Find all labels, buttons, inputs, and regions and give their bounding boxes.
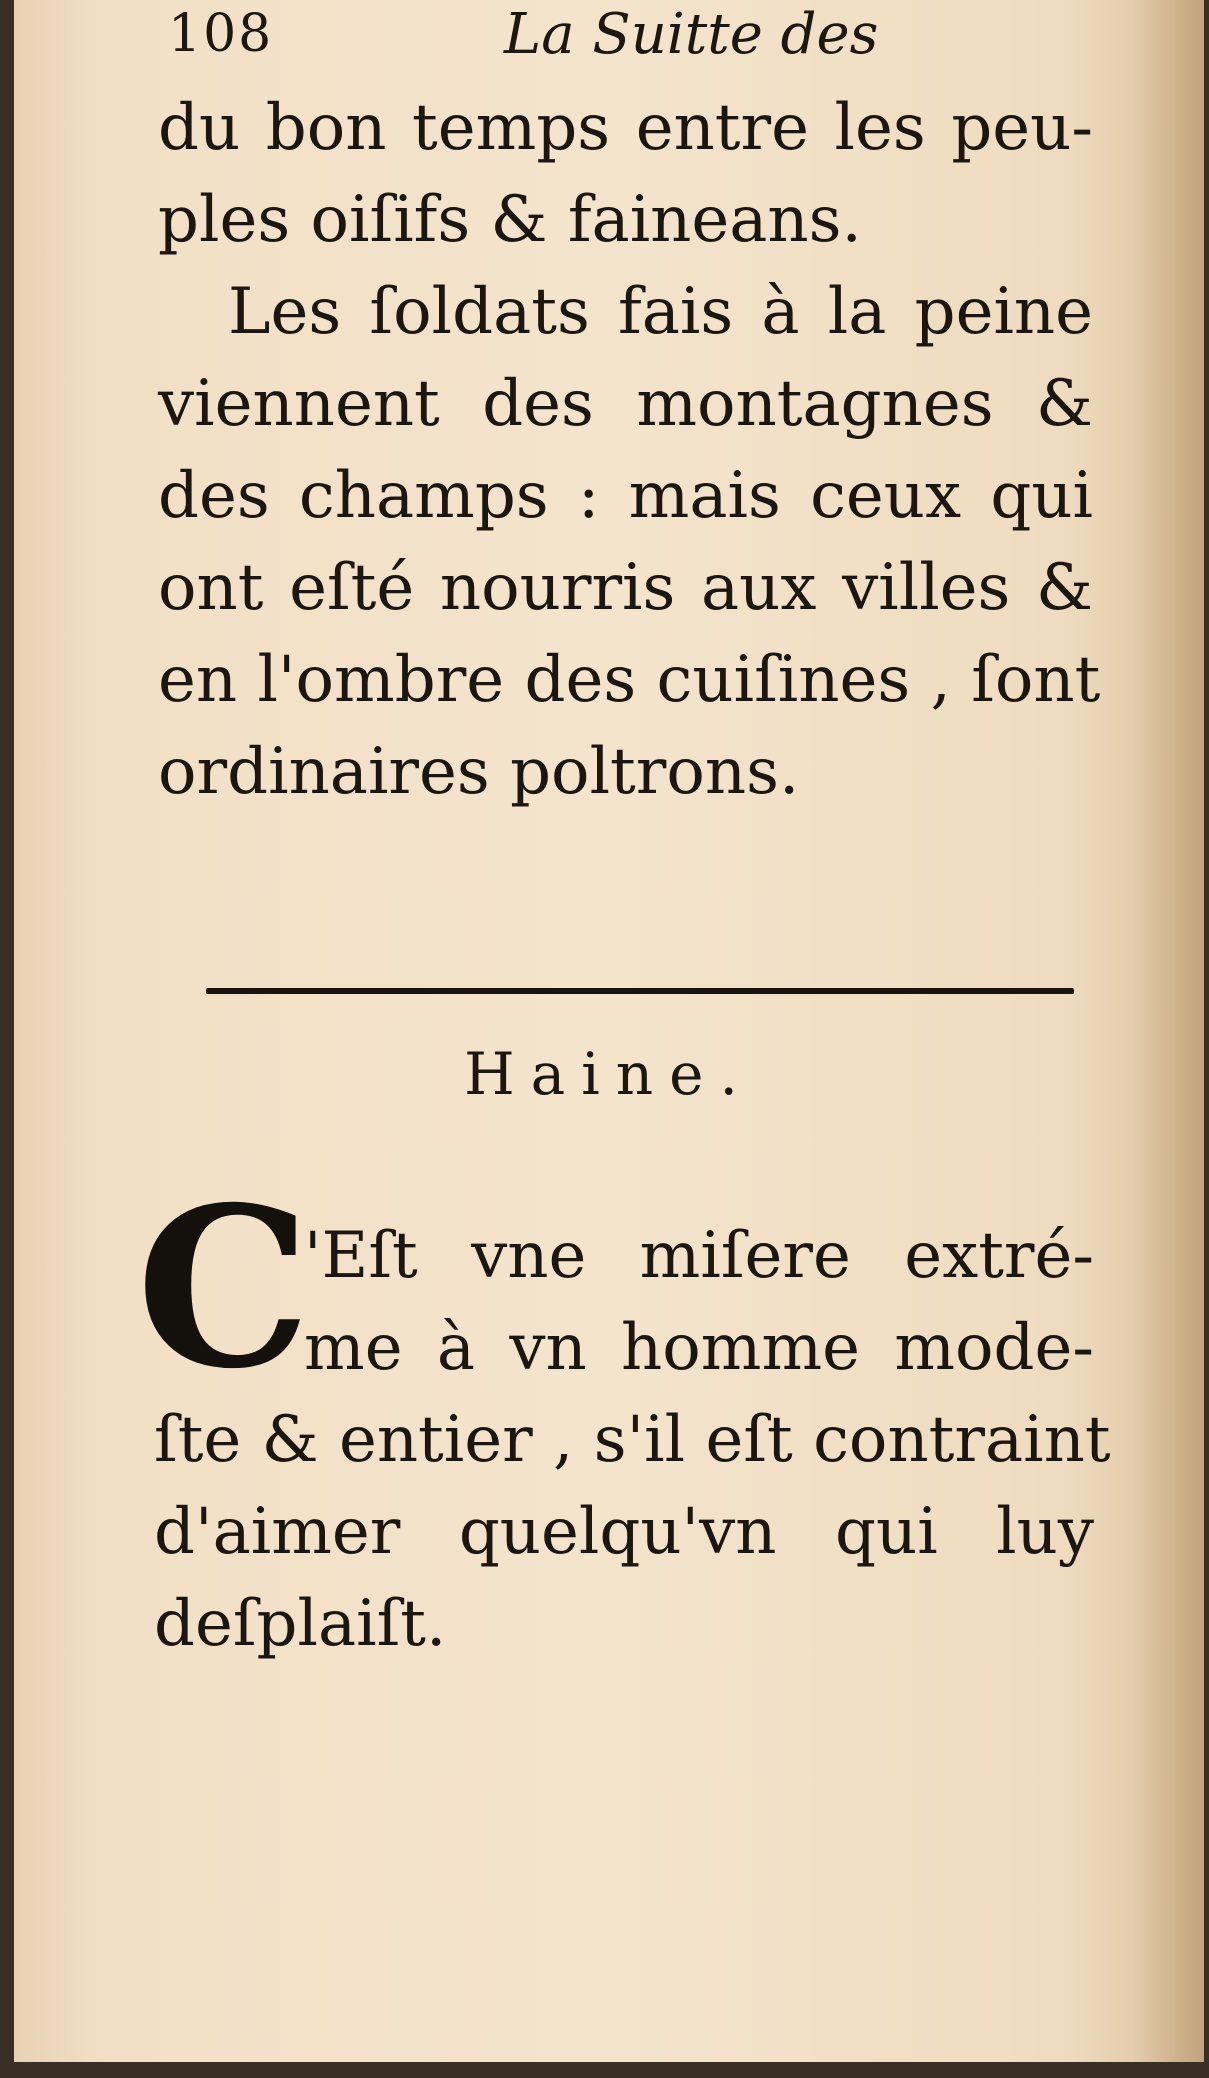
section-title: Haine. bbox=[464, 1040, 754, 1108]
paragraph-1 bbox=[158, 82, 1101, 818]
text-line: ordinaires poltrons. bbox=[158, 735, 800, 809]
text-line: ſte & entier , s'il eſt contraint bbox=[154, 1403, 1111, 1477]
text-line: viennent des montagnes & bbox=[158, 367, 1093, 441]
page-edge-shadow bbox=[1134, 0, 1204, 2062]
page-header bbox=[154, 4, 1104, 74]
text-line: Les ſoldats fais à la peine bbox=[228, 275, 1093, 349]
text-line: en l'ombre des cuiſines , ſont bbox=[158, 643, 1101, 717]
text-line: ont eſté nourris aux villes & bbox=[158, 551, 1093, 625]
text-line: ples oiſifs & faineans. bbox=[158, 183, 862, 257]
text-line: me à vn homme mode- bbox=[304, 1311, 1094, 1385]
text-line: 'Eſt vne miſere extré- bbox=[304, 1219, 1094, 1293]
text-line: des champs : mais ceux qui bbox=[158, 459, 1093, 533]
paragraph-2 bbox=[154, 1210, 1111, 1670]
text-line: d'aimer quelqu'vn qui luy bbox=[154, 1495, 1094, 1569]
text-line: du bon temps entre les peu- bbox=[158, 91, 1093, 165]
drop-cap: C bbox=[136, 1158, 312, 1417]
running-head: La Suitte des bbox=[504, 2, 879, 67]
text-line: deſplaiſt. bbox=[154, 1587, 447, 1661]
book-page bbox=[14, 0, 1204, 2062]
section-divider bbox=[206, 988, 1074, 994]
page-number: 108 bbox=[168, 4, 274, 64]
